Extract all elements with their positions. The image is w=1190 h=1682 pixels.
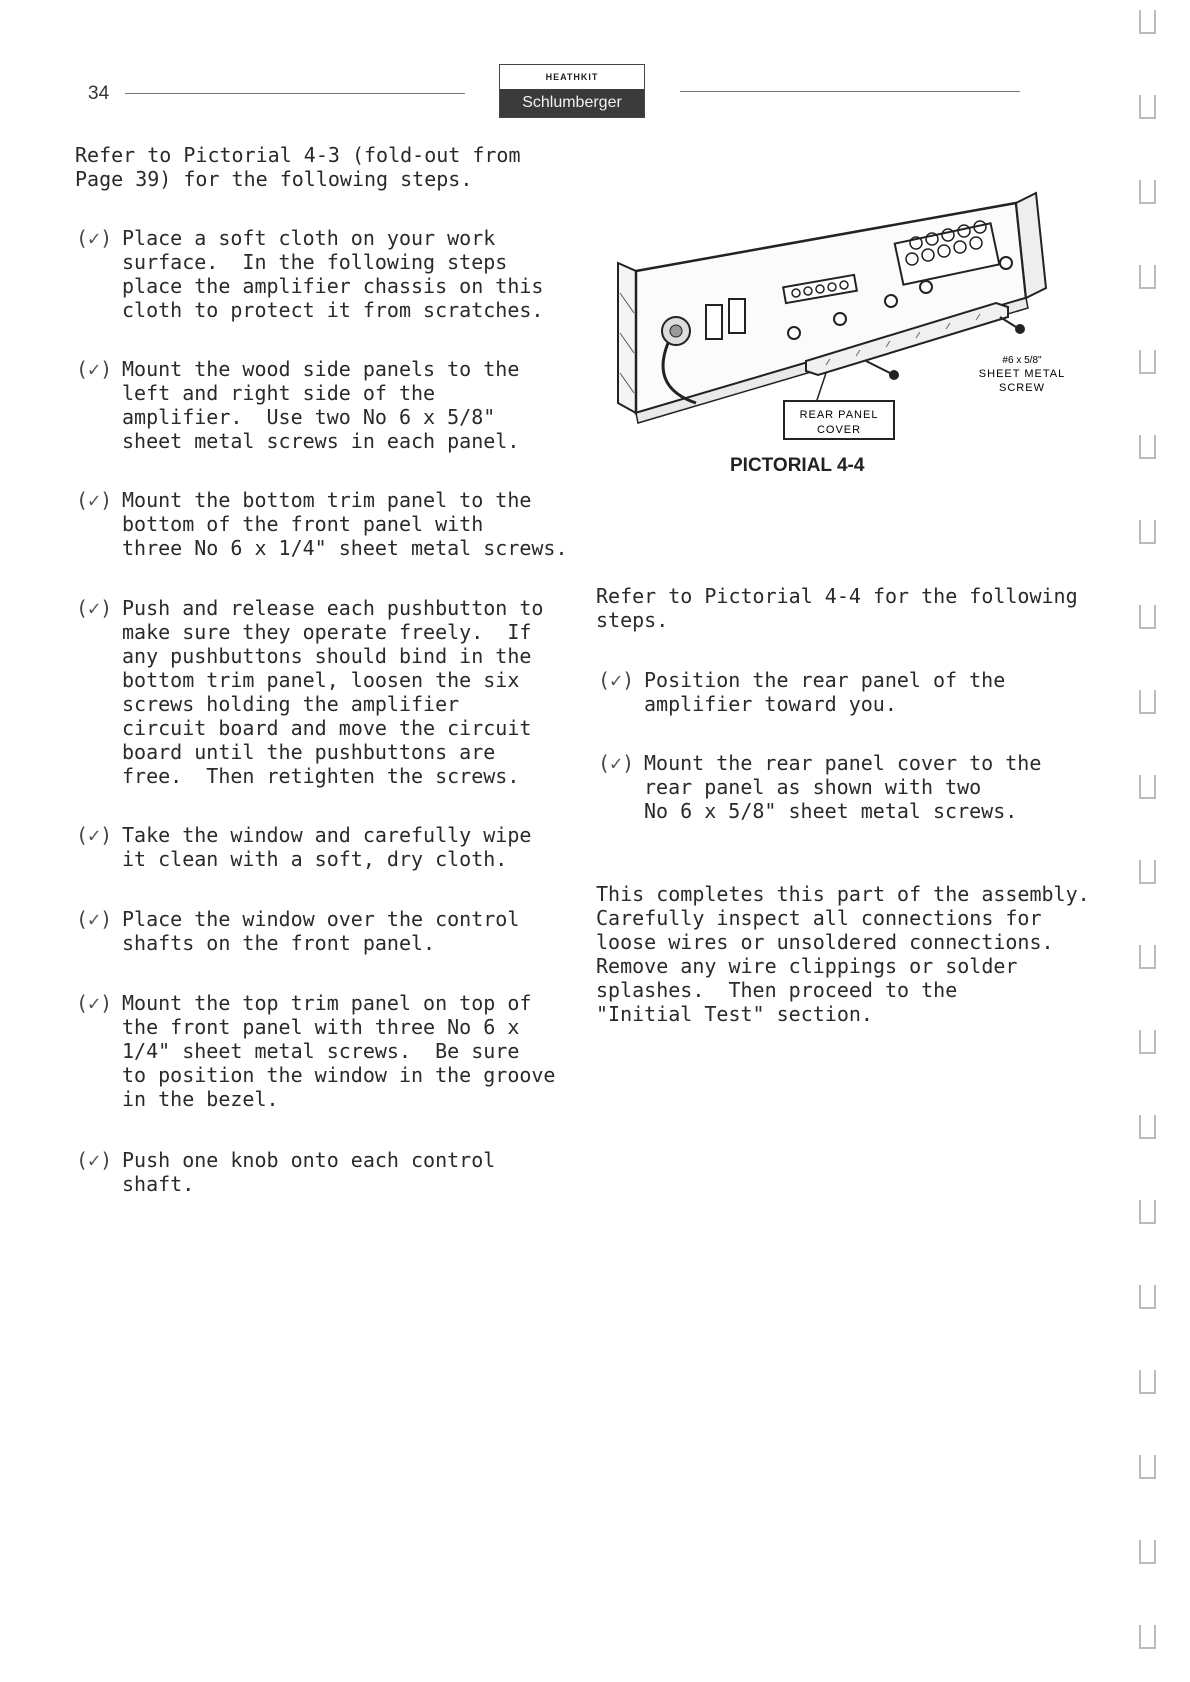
binder-hole bbox=[1139, 1625, 1156, 1649]
binder-hole bbox=[1139, 775, 1156, 799]
step-text: Place a soft cloth on your work surface. In the following steps place the amplifier chassis on this cloth to protect it from scratches. bbox=[122, 226, 544, 322]
binder-hole bbox=[1139, 605, 1156, 629]
logo-schlumberger-text: Schlumberger bbox=[500, 89, 644, 117]
screw-label-line3: SCREW bbox=[999, 382, 1045, 394]
step-text: Take the window and carefully wipe it clean with a soft, dry cloth. bbox=[122, 823, 532, 871]
binder-hole bbox=[1139, 435, 1156, 459]
step-text: Place the window over the control shafts on the front panel. bbox=[122, 907, 520, 955]
binder-hole bbox=[1139, 1455, 1156, 1479]
chassis-side bbox=[618, 263, 636, 413]
step-checkbox[interactable]: (✓) bbox=[76, 1148, 113, 1172]
heathkit-logo bbox=[499, 64, 645, 118]
binder-hole bbox=[1139, 265, 1156, 289]
binder-hole bbox=[1139, 1540, 1156, 1564]
step-checkbox[interactable]: (✓) bbox=[76, 488, 113, 512]
binder-hole bbox=[1139, 520, 1156, 544]
binder-hole bbox=[1139, 10, 1156, 34]
left-intro-text: Refer to Pictorial 4-3 (fold-out from Page 39) for the following steps. bbox=[75, 143, 521, 191]
step-text: Mount the bottom trim panel to the bottom of the front panel with three No 6 x 1/4" sheet metal screws. bbox=[122, 488, 568, 560]
step-checkbox[interactable]: (✓) bbox=[76, 907, 113, 931]
binder-hole bbox=[1139, 95, 1156, 119]
step-text: Push and release each pushbutton to make sure they operate freely. If any pushbuttons should bind in the bottom trim panel, loosen the six screws holding the amplifier circuit board and move the circuit board until the pushbuttons are free. Then retighten the screws. bbox=[122, 596, 544, 788]
step-checkbox[interactable]: (✓) bbox=[76, 226, 113, 250]
header-rule-right bbox=[680, 91, 1020, 92]
step-checkbox[interactable]: (✓) bbox=[76, 823, 113, 847]
binder-hole bbox=[1139, 350, 1156, 374]
pictorial-4-4-illustration bbox=[616, 183, 1066, 445]
switch-1 bbox=[706, 305, 722, 339]
screw-label-line1: #6 x 5/8" bbox=[1002, 355, 1042, 366]
screw-label-line2: SHEET METAL bbox=[978, 368, 1066, 380]
knob-center bbox=[670, 325, 682, 337]
binder-hole bbox=[1139, 690, 1156, 714]
cover-label-line2: COVER bbox=[816, 424, 862, 436]
closing-paragraph: This completes this part of the assembly. Carefully inspect all connections for loose wires or unsoldered connections. Remove any wire clippings or solder splashes. Then proceed to the "Initial Test" section. bbox=[596, 882, 1090, 1026]
binder-hole bbox=[1139, 860, 1156, 884]
binder-hole bbox=[1139, 180, 1156, 204]
binder-hole bbox=[1139, 1370, 1156, 1394]
right-intro-text: Refer to Pictorial 4-4 for the following steps. bbox=[596, 584, 1078, 632]
step-checkbox[interactable]: (✓) bbox=[598, 668, 635, 692]
step-text: Push one knob onto each control shaft. bbox=[122, 1148, 496, 1196]
figure-caption: PICTORIAL 4-4 bbox=[730, 455, 865, 476]
binder-hole bbox=[1139, 1285, 1156, 1309]
step-text: Mount the wood side panels to the left and right side of the amplifier. Use two No 6 x 5/8" sheet metal screws in each panel. bbox=[122, 357, 520, 453]
binder-hole bbox=[1139, 945, 1156, 969]
step-checkbox[interactable]: (✓) bbox=[76, 596, 113, 620]
header-rule-left bbox=[125, 93, 465, 94]
step-text: Mount the top trim panel on top of the front panel with three No 6 x 1/4" sheet metal screws. Be sure to position the window in the groove in the bezel. bbox=[122, 991, 556, 1111]
switch-2 bbox=[729, 299, 745, 333]
step-checkbox[interactable]: (✓) bbox=[598, 751, 635, 775]
binder-holes bbox=[1130, 0, 1190, 1682]
page-number: 34 bbox=[88, 83, 110, 104]
step-checkbox[interactable]: (✓) bbox=[76, 991, 113, 1015]
step-text: Mount the rear panel cover to the rear panel as shown with two No 6 x 5/8" sheet metal screws. bbox=[644, 751, 1042, 823]
binder-hole bbox=[1139, 1200, 1156, 1224]
binder-hole bbox=[1139, 1030, 1156, 1054]
binder-hole bbox=[1139, 1115, 1156, 1139]
cover-label-line1: REAR PANEL bbox=[799, 409, 879, 421]
logo-heathkit-text: HEATHKIT bbox=[545, 72, 599, 82]
step-checkbox[interactable]: (✓) bbox=[76, 357, 113, 381]
step-text: Position the rear panel of the amplifier toward you. bbox=[644, 668, 1006, 716]
